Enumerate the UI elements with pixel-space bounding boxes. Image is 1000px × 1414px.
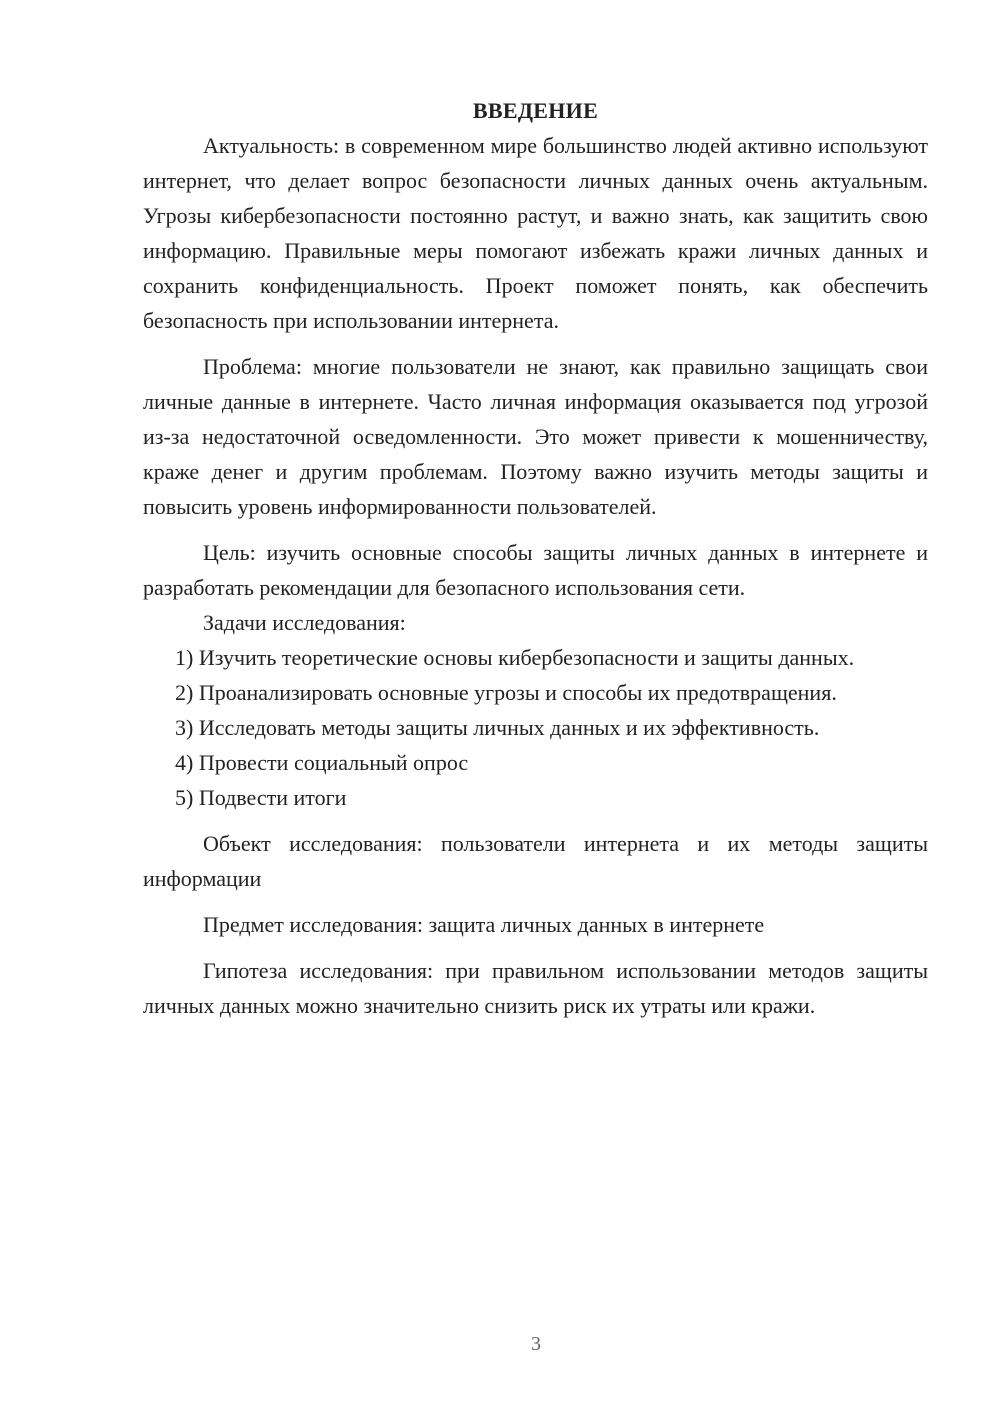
paragraph-goal: Цель: изучить основные способы защиты личных данных в интернете и разработать рекомендации для безопасного использования сети. bbox=[143, 540, 928, 600]
paragraph-hypothesis: Гипотеза исследования: при правильном использовании методов защиты личных данных можно значительно снизить риск их утраты или кражи. bbox=[143, 958, 928, 1018]
list-item: 1) Изучить теоретические основы кибербезопасности и защиты данных. bbox=[175, 645, 855, 670]
list-item: 4) Провести социальный опрос bbox=[175, 750, 469, 775]
page-number: 3 bbox=[531, 1333, 541, 1355]
paragraph-problem: Проблема: многие пользователи не знают, как правильно защищать свои личные данные в интернете. Часто личная информация оказывается под угрозой из-за недостаточной осведомленности. Это может привести к мошенничеству, краже денег и другим проблемам. Поэтому важно изучить методы защиты и повысить уровень информированности пользователей. bbox=[143, 354, 928, 519]
tasks-list bbox=[143, 640, 928, 815]
page-title: ВВЕДЕНИЕ bbox=[472, 98, 599, 123]
tasks-heading: Задачи исследования: bbox=[203, 610, 406, 635]
list-item: 2) Проанализировать основные угрозы и способы их предотвращения. bbox=[175, 680, 837, 705]
list-item: 3) Исследовать методы защиты личных данных и их эффективность. bbox=[175, 715, 820, 740]
page-content bbox=[143, 93, 928, 1023]
paragraph-subject: Предмет исследования: защита личных данных в интернете bbox=[203, 912, 765, 937]
list-item: 5) Подвести итоги bbox=[175, 785, 347, 810]
paragraph-object: Объект исследования: пользователи интернета и их методы защиты информации bbox=[143, 831, 928, 891]
paragraph-relevance: Актуальность: в современном мире большинство людей активно используют интернет, что делает вопрос безопасности личных данных очень актуальным. Угрозы кибербезопасности постоянно растут, и важно знать, как защитить свою информацию. Правильные меры помогают избежать кражи личных данных и сохранить конфиденциальность. Проект поможет понять, как обеспечить безопасность при использовании интернета. bbox=[143, 133, 928, 333]
